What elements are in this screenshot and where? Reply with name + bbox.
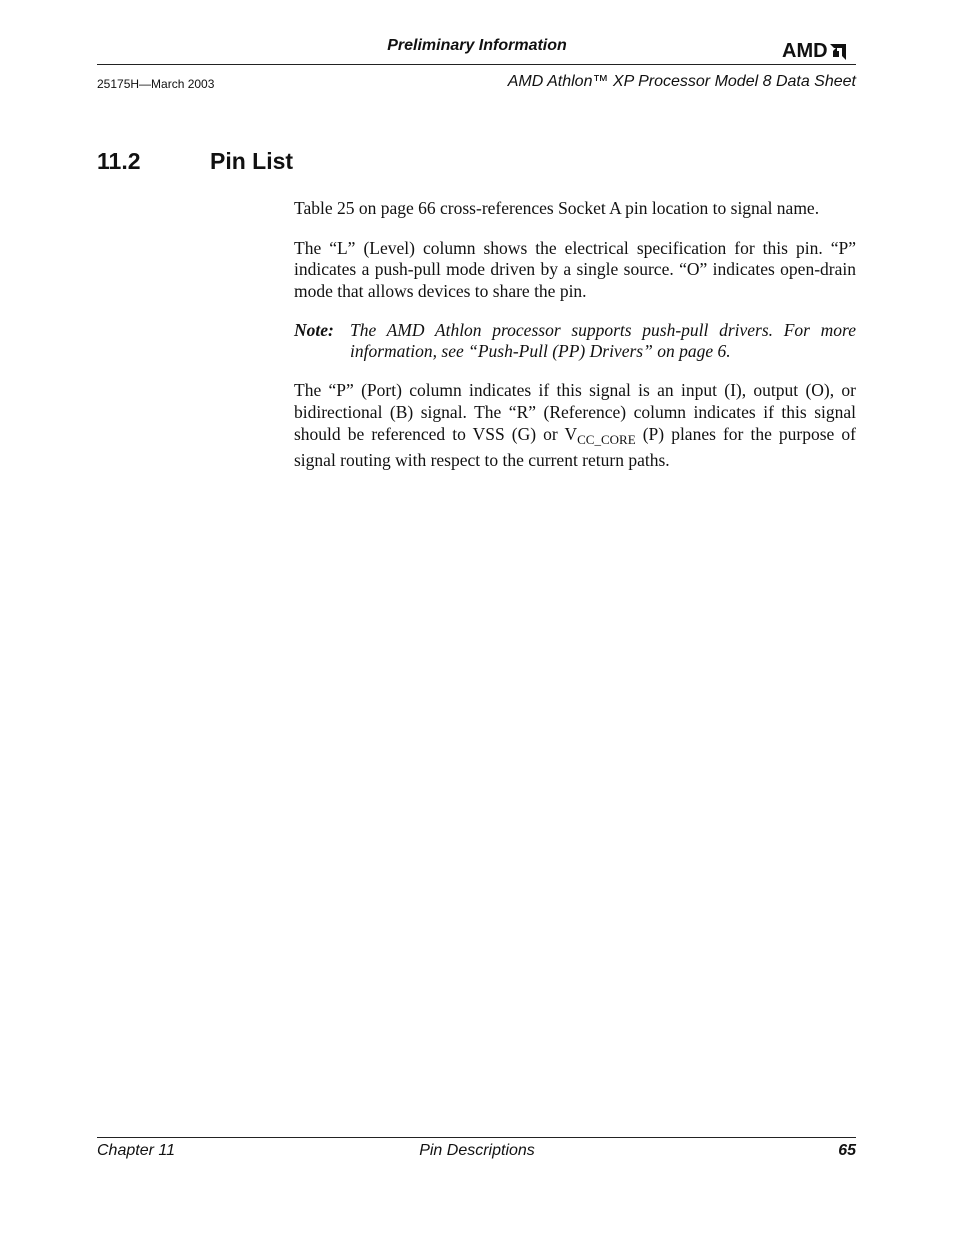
document-title: AMD Athlon™ XP Processor Model 8 Data Sheet [507,73,856,90]
preliminary-info-label: Preliminary Information [387,37,567,54]
paragraph-1: Table 25 on page 66 cross-references Socket A pin location to signal name. [294,198,820,218]
header-rule [97,64,856,65]
section-number: 11.2 [97,148,141,174]
paragraph-3 [294,380,856,471]
footer-rule [97,1137,856,1138]
body-text [294,198,856,490]
paragraph-3-end: (P) planes for the purpose of signal routing with respect to the current return paths. [294,423,856,471]
amd-logo-text: AMD [782,40,828,62]
section-title: Pin List [210,148,294,174]
vcc-core-subscript: CC_CORE [577,431,636,447]
footer-section-name: Pin Descriptions [419,1142,535,1159]
amd-logo [782,40,847,63]
footer-chapter: Chapter 11 [97,1142,175,1159]
document-number: 25175H—March 2003 [97,77,215,91]
note-label: Note: [294,320,334,341]
note-text: The AMD Athlon processor supports push-pull drivers. For more information, see “Push-Pull (PP) Drivers” on page 6. [350,320,856,362]
note [294,320,856,362]
amd-arrow-icon [829,43,847,61]
footer-page-number: 65 [838,1142,856,1159]
paragraph-3-start: The “P” (Port) column indicates if this signal is an input (I), output (O), or bidirectional (B) signal. The “R” (Reference) column indicates if this signal should be referenced to VSS (G) or V [294,380,856,444]
paragraph-2: The “L” (Level) column shows the electrical specification for this pin. “P” indicates a push-pull mode driven by a single source. “O” indicates open-drain mode that allows devices to share the pin. [294,237,856,301]
